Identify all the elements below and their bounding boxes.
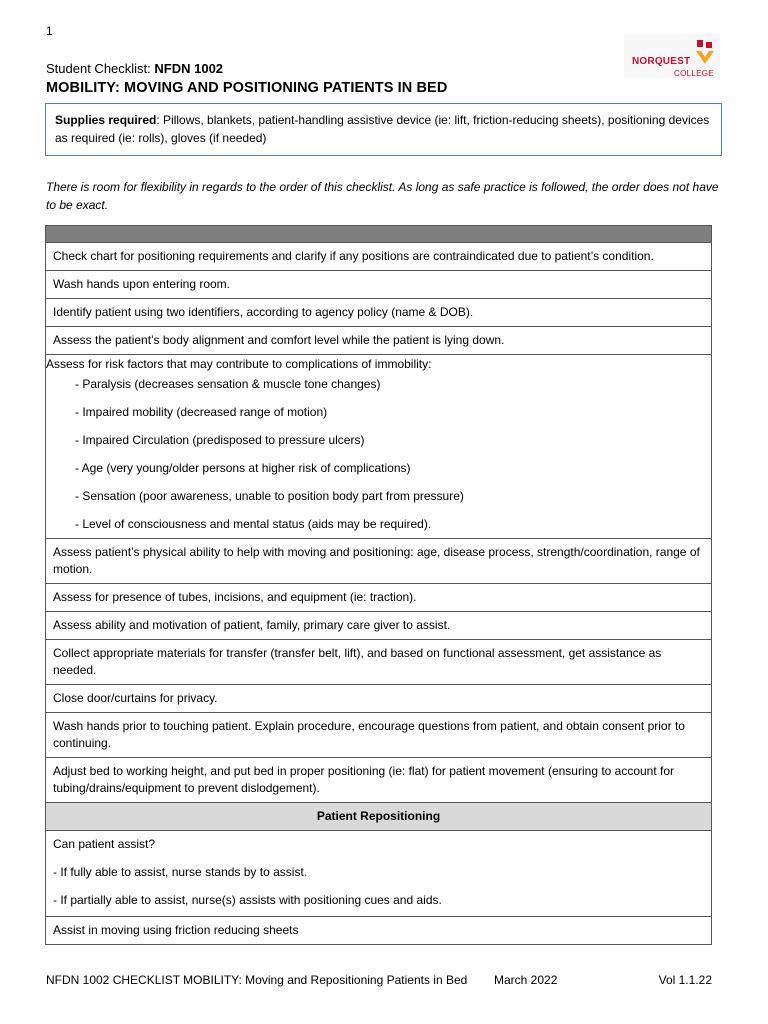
table-row: Assess ability and motivation of patient, family, primary care giver to assist.	[46, 611, 711, 639]
table-row: Assess for presence of tubes, incisions, and equipment (ie: traction).	[46, 583, 711, 611]
checklist-label: Student Checklist:	[46, 61, 155, 76]
checklist-table	[45, 225, 712, 945]
risk-item: - Sensation (poor awareness, unable to position body part from pressure)	[75, 489, 464, 503]
assist-line: - If fully able to assist, nurse stands by to assist.	[53, 865, 308, 879]
risk-item: - Age (very young/older persons at higher risk of complications)	[75, 461, 411, 475]
norquest-logo-mark-icon	[694, 40, 716, 66]
footer-title: NFDN 1002 CHECKLIST MOBILITY: Moving and Repositioning Patients in Bed	[46, 973, 468, 987]
logo-sub: COLLEGE	[674, 69, 714, 78]
table-row: Adjust bed to working height, and put bed in proper positioning (ie: flat) for patient movement (ensuring to account for tubing/drains/equipment to prevent dislodgement).	[46, 757, 711, 802]
assist-line: - If partially able to assist, nurse(s) assists with positioning cues and aids.	[53, 893, 442, 907]
patient-assist-row	[46, 830, 711, 909]
page-number: 1	[46, 24, 53, 38]
table-row: Wash hands prior to touching patient. Explain procedure, encourage questions from patient, and obtain consent prior to continuing.	[46, 712, 711, 757]
norquest-logo	[624, 34, 720, 78]
table-row: Check chart for positioning requirements and clarify if any positions are contraindicated due to patient’s condition.	[53, 249, 654, 263]
risk-heading: Assess for risk factors that may contribute to complications of immobility:	[46, 357, 432, 371]
footer-version: Vol 1.1.22	[658, 973, 712, 987]
table-row: Assess the patient’s body alignment and comfort level while the patient is lying down.	[46, 326, 711, 354]
table-row: Collect appropriate materials for transfer (transfer belt, lift), and based on functional assessment, get assistance as needed.	[46, 639, 711, 684]
risk-item: - Paralysis (decreases sensation & muscle tone changes)	[75, 377, 381, 391]
table-row: Identify patient using two identifiers, according to agency policy (name & DOB).	[46, 298, 711, 326]
checklist-line	[46, 61, 223, 76]
risk-factors-row	[46, 354, 711, 538]
assist-question: Can patient assist?	[53, 837, 156, 851]
table-row: Wash hands upon entering room.	[46, 270, 711, 298]
table-header-bar	[46, 226, 711, 243]
supplies-box	[45, 103, 722, 156]
supplies-text: : Pillows, blankets, patient-handling assistive device (ie: lift, friction-reducing sheets), positioning devices as required (ie: rolls), gloves (if needed)	[55, 113, 710, 145]
logo-brand: NORQUEST	[632, 56, 691, 67]
risk-item: - Impaired Circulation (predisposed to pressure ulcers)	[75, 433, 365, 447]
table-row: Close door/curtains for privacy.	[46, 684, 711, 712]
footer-date: March 2022	[494, 973, 558, 987]
section-header-patient-repositioning: Patient Repositioning	[46, 802, 711, 830]
risk-item: - Level of consciousness and mental status (aids may be required).	[75, 517, 432, 531]
supplies-label: Supplies required	[55, 113, 157, 127]
flexibility-note: There is room for flexibility in regards to the order of this checklist. As long as safe practice is followed, the order does not have to be exact.	[46, 180, 719, 212]
course-code: NFDN 1002	[154, 61, 224, 76]
risk-item: - Impaired mobility (decreased range of motion)	[75, 405, 328, 419]
table-row: Assess patient’s physical ability to help with moving and positioning: age, disease process, strength/coordination, range of motion.	[46, 538, 711, 583]
page-title: MOBILITY: MOVING AND POSITIONING PATIENTS IN BED	[46, 80, 448, 96]
table-row: Assist in moving using friction reducing sheets	[46, 916, 711, 944]
